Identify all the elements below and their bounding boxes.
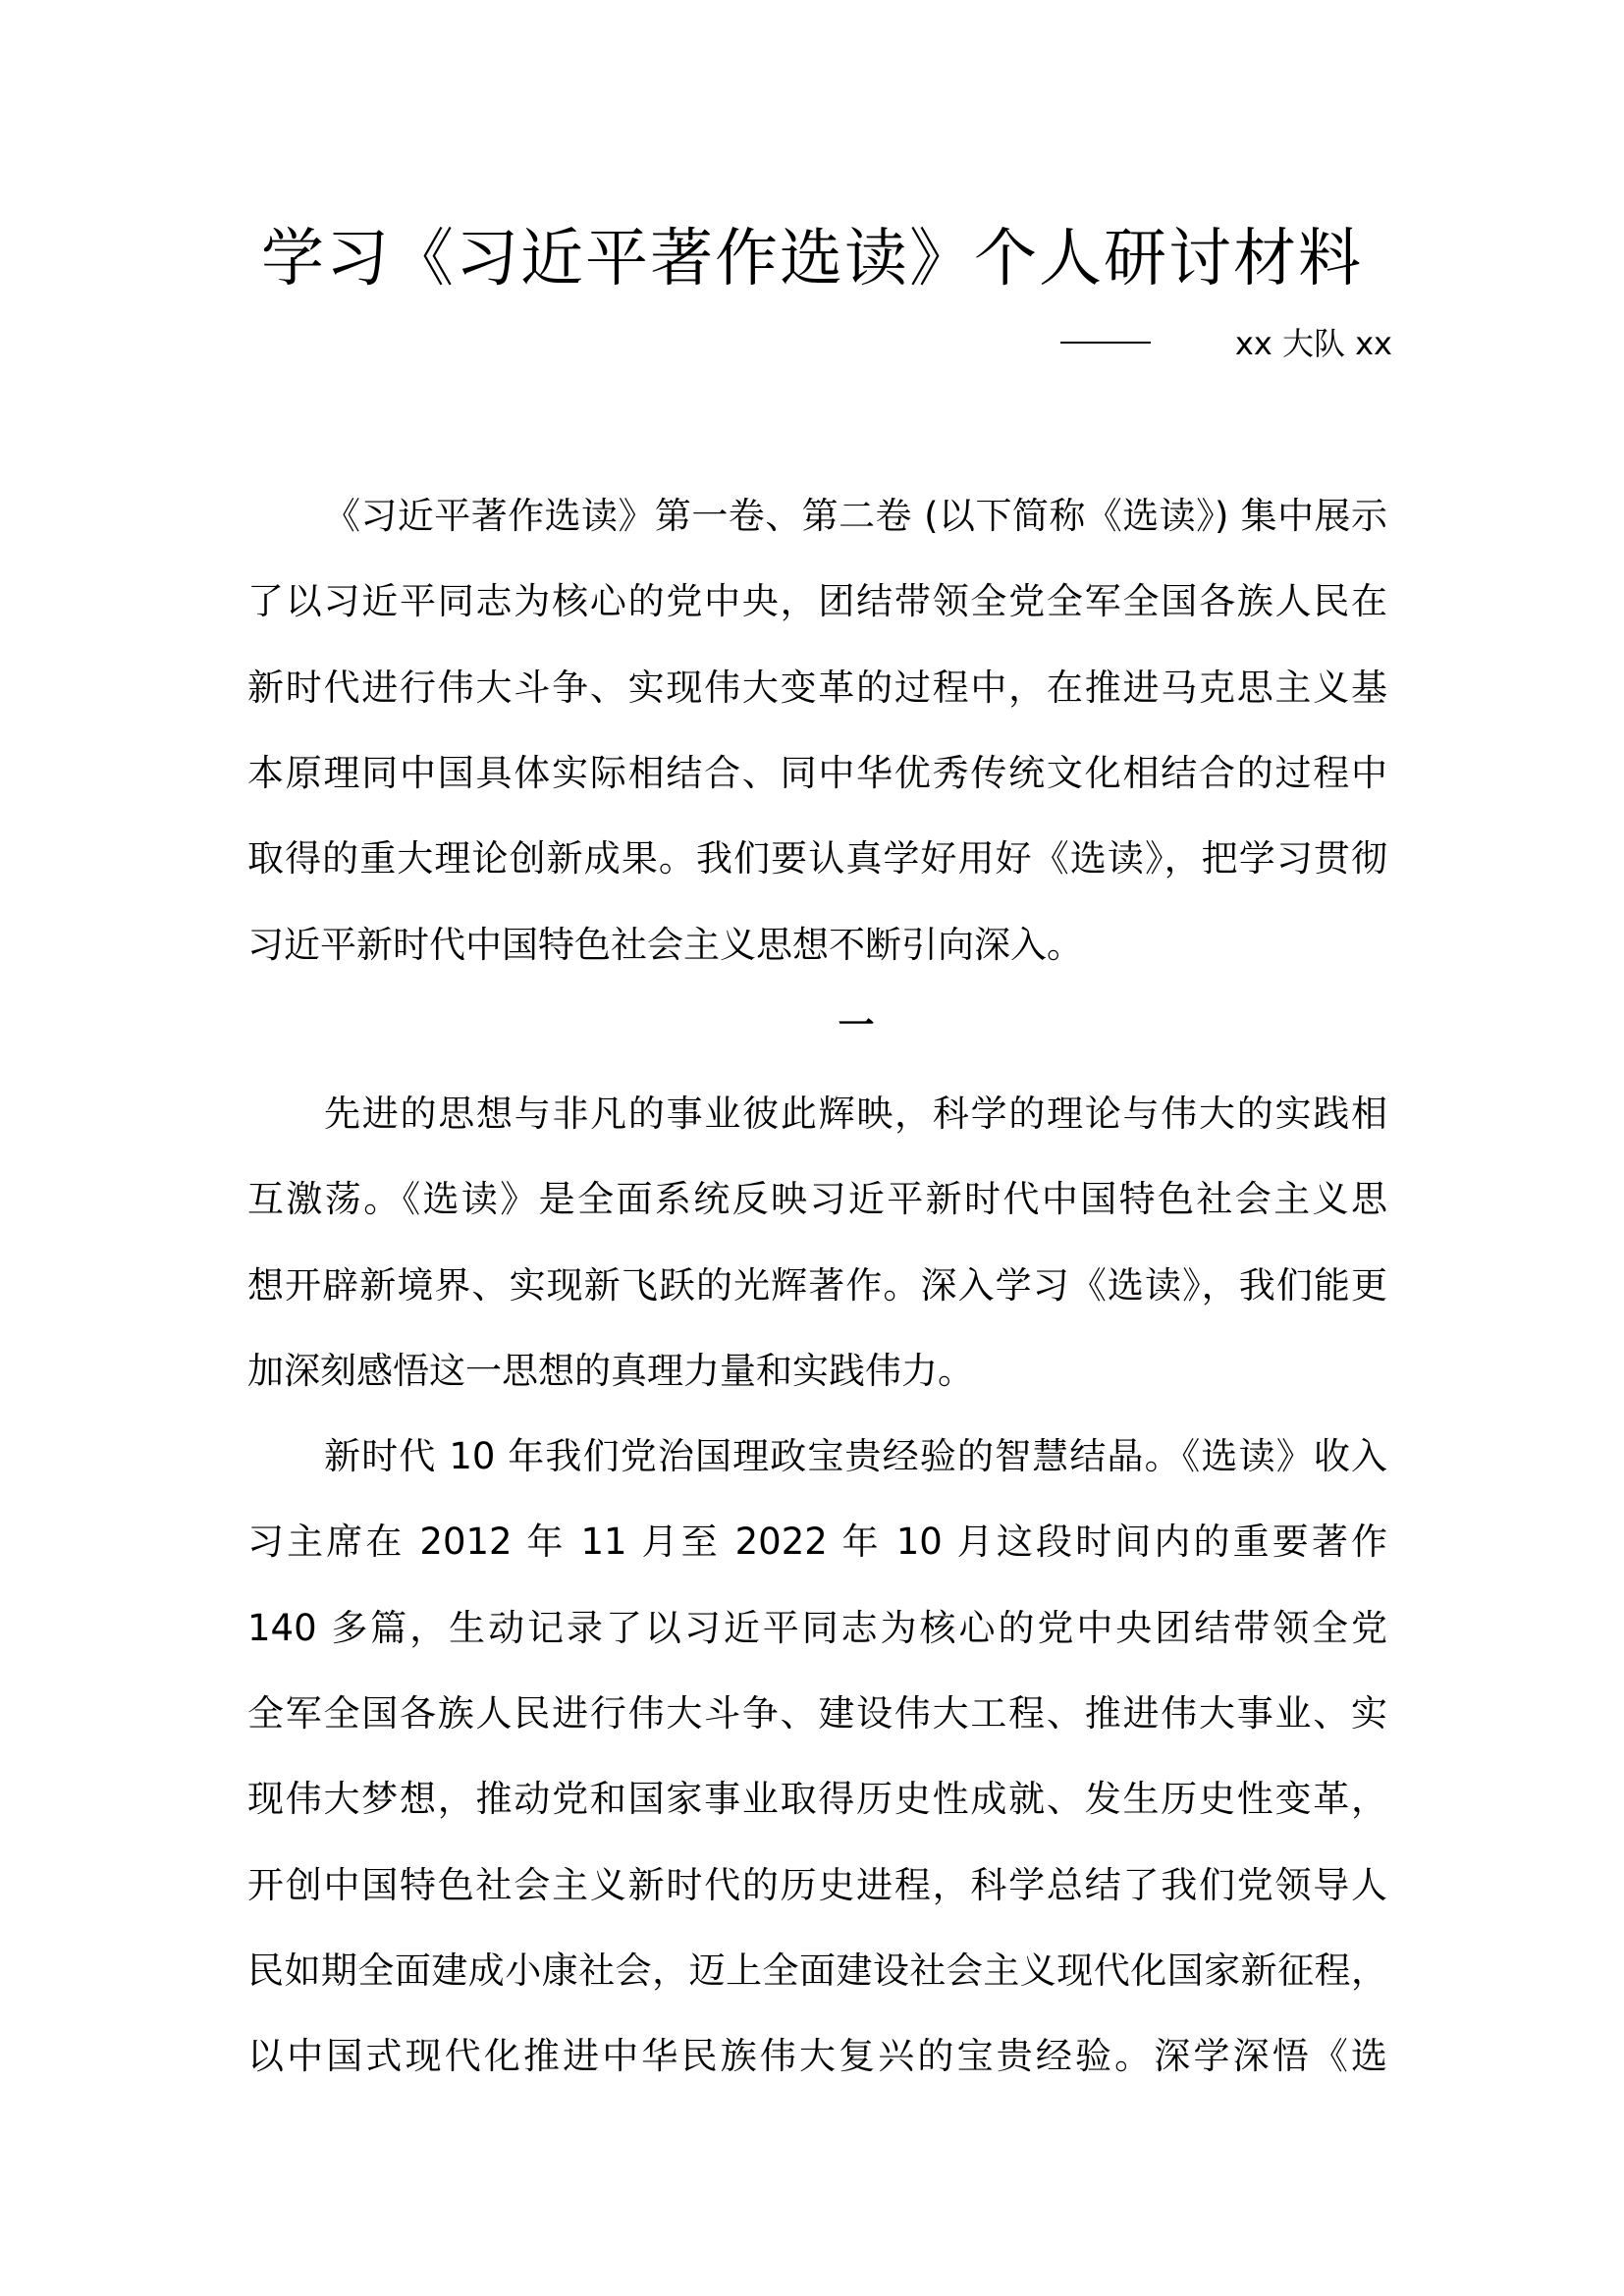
paragraph-2-line: 先进的思想与非凡的事业彼此辉映，科学的理论与伟大的实践相 [324, 1093, 1387, 1135]
paragraph-3-line: 新时代 10 年我们党治国理政宝贵经验的智慧结晶。《选读》收入 [324, 1435, 1387, 1477]
paragraph-3-line: 现伟大梦想，推动党和国家事业取得历史性成就、发生历史性变革， [247, 1778, 1387, 1821]
paragraph-2-line: 想开辟新境界、实现新飞跃的光辉著作。深入学习《选读》，我们能更 [247, 1263, 1387, 1307]
paragraph-1-line: 《习近平著作选读》第一卷、第二卷 (以下简称《选读》) 集中展示 [324, 495, 1387, 537]
paragraph-2-line: 互激荡。《选读》是全面系统反映习近平新时代中国特色社会主义思 [247, 1178, 1387, 1221]
paragraph-1-line: 习近平新时代中国特色社会主义思想不断引向深入。 [247, 923, 1083, 966]
author-dash [1060, 342, 1151, 344]
paragraph-1-line: 新时代进行伟大斗争、实现伟大变革的过程中，在推进马克思主义基 [247, 666, 1387, 709]
paragraph-3-line: 140 多篇，生动记录了以习近平同志为核心的党中央团结带领全党 [247, 1606, 1387, 1649]
paragraph-1-line: 本原理同中国具体实际相结合、同中华优秀传统文化相结合的过程中 [247, 751, 1387, 794]
paragraph-2-line: 加深刻感悟这一思想的真理力量和实践伟力。 [247, 1349, 974, 1392]
paragraph-3-line: 全军全国各族人民进行伟大斗争、建设伟大工程、推进伟大事业、实 [247, 1691, 1387, 1735]
paragraph-3-line: 民如期全面建成小康社会，迈上全面建设社会主义现代化国家新征程， [247, 1949, 1387, 1992]
paragraph-1-line: 取得的重大理论创新成果。我们要认真学好用好《选读》，把学习贯彻 [247, 837, 1387, 881]
paragraph-3-line: 开创中国特色社会主义新时代的历史进程，科学总结了我们党领导人 [247, 1863, 1387, 1906]
author-line: xx 大队 xx [1234, 325, 1392, 362]
paragraph-1-line: 了以习近平同志为核心的党中央，团结带领全党全军全国各族人民在 [247, 580, 1387, 623]
paragraph-3-line: 以中国式现代化推进中华民族伟大复兴的宝贵经验。深学深悟《选 [247, 2035, 1387, 2078]
section-heading: 一 [838, 1004, 875, 1046]
paragraph-3-line: 习主席在 2012 年 11 月至 2022 年 10 月这段时间内的重要著作 [247, 1521, 1387, 1564]
document-title: 学习《习近平著作选读》个人研讨材料 [261, 223, 1363, 295]
